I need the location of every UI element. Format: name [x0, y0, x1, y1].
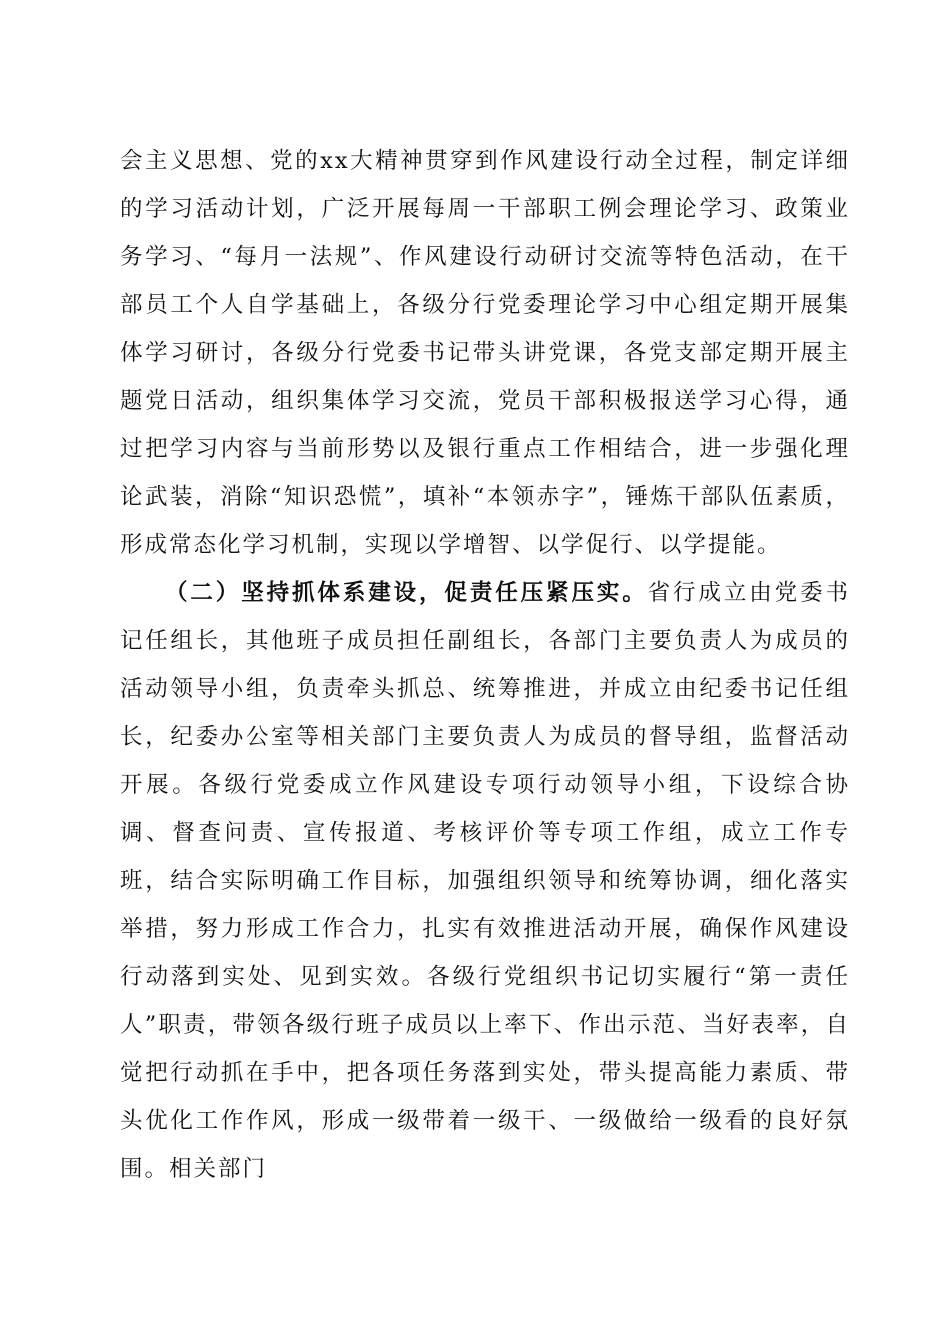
section-body: 省行成立由党委书记任组长，其他班子成员担任副组长，各部门主要负责人为成员的活动领导小组，负责牵头抓总、统筹推进，并成立由纪委书记任组长，纪委办公室等相关部门主要负责人为成员的督导组，监督活动开展。各级行党委成立作风建设专项行动领导小组，下设综合协调、督查问责、宣传报道、考核评价等专项工作组，成立工作专班，结合实际明确工作目标，加强组织领导和统筹协调，细化落实举措，努力形成工作合力，扎实有效推进活动开展，确保作风建设行动落到实处、见到实效。各级行党组织书记切实履行“第一责任人”职责，带领各级行班子成员以上率下、作出示范、当好表率，自觉把行动抓在手中，把各项任务落到实处，带头提高能力素质、带头优化工作作风，形成一级带着一级干、一级做给一级看的良好氛围。相关部门 — [120, 580, 850, 1182]
paragraph-study-activities: 会主义思想、党的xx大精神贯穿到作风建设行动全过程，制定详细的学习活动计划，广泛开展每周一干部职工例会理论学习、政策业务学习、“每月一法规”、作风建设行动研讨交流等特色活动，在干部员工个人自学基础上，各级分行党委理论学习中心组定期开展集体学习研讨，各级分行党委书记带头讲党课，各党支部定期开展主题党日活动，组织集体学习交流，党员干部积极报送学习心得，通过把学习内容与当前形势以及银行重点工作相结合，进一步强化理论武装，消除“知识恐慌”，填补“本领赤字”，锤炼干部队伍素质，形成常态化学习机制，实现以学增智、以学促行、以学提能。 — [120, 148, 850, 558]
body-text — [120, 137, 850, 1193]
paragraph-system-building — [120, 569, 850, 1193]
section-heading: （二）坚持抓体系建设，促责任压紧压实。 — [165, 580, 648, 606]
